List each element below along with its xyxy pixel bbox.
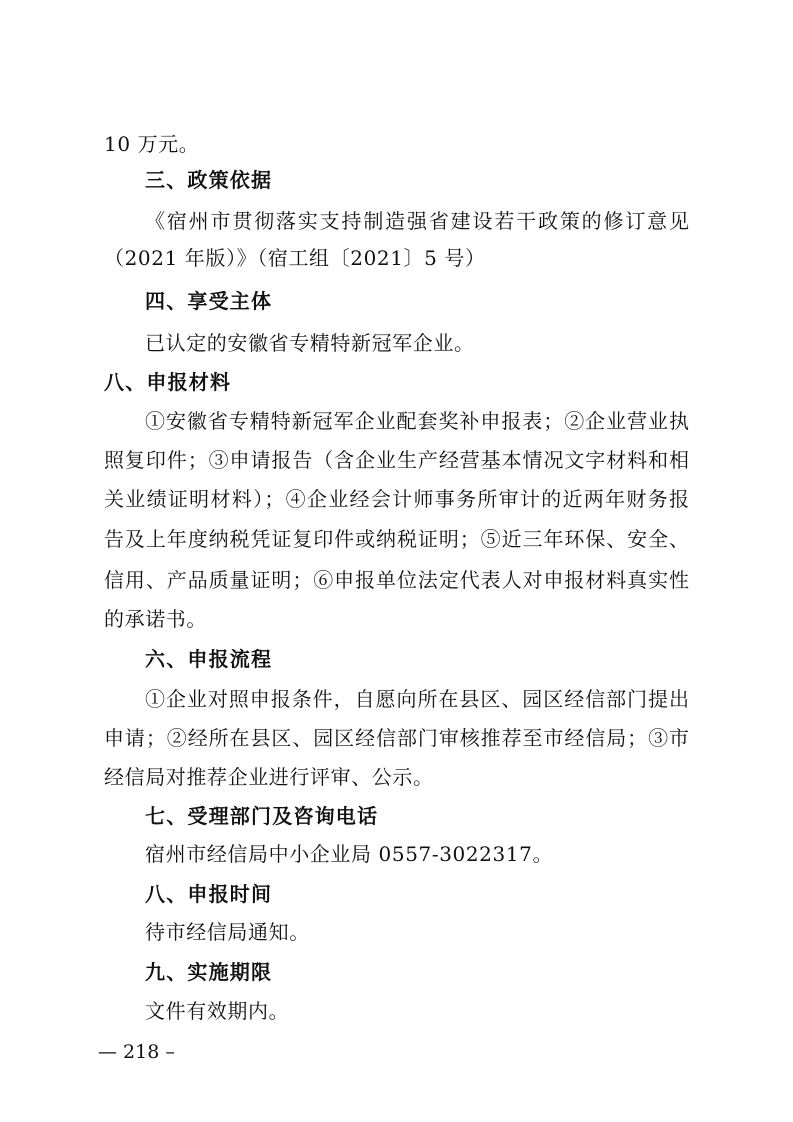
section-heading: 三、政策依据 — [145, 168, 273, 192]
section-heading: 九、实施期限 — [145, 960, 273, 984]
text-line: 文件有效期内。 — [145, 999, 290, 1023]
text-line: 待市经信局通知。 — [145, 920, 310, 944]
text-line: 关业绩证明材料）；④企业经会计师事务所审计的近两年财务报 — [104, 487, 689, 511]
text-line: 宿州市经信局中小企业局 0557-3022317。 — [145, 842, 554, 866]
text-line: 申请；②经所在县区、园区经信部门审核推荐至市经信局；③市 — [104, 726, 689, 750]
text-line: 的承诺书。 — [104, 607, 207, 631]
text-line: 《宿州市贯彻落实支持制造强省建设若干政策的修订意见 — [145, 209, 689, 233]
section-heading: 八、申报材料 — [104, 370, 232, 394]
text-line: ①企业对照申报条件，自愿向所在县区、园区经信部门提出 — [145, 687, 689, 711]
section-heading: 四、享受主体 — [145, 289, 273, 313]
text-line: 10 万元。 — [104, 132, 200, 156]
text-line: 照复印件；③申请报告（含企业生产经营基本情况文字材料和相 — [104, 448, 689, 472]
text-line: 经信局对推荐企业进行评审、公示。 — [104, 765, 434, 789]
section-heading: 七、受理部门及咨询电话 — [145, 804, 379, 828]
page-number: — 218 – — [98, 1041, 175, 1063]
text-line: 已认定的安徽省专精特新冠军企业。 — [145, 331, 475, 355]
section-heading: 八、申报时间 — [145, 882, 273, 906]
text-line: 信用、产品质量证明；⑥申报单位法定代表人对申报材料真实性 — [104, 568, 689, 592]
text-line: 告及上年度纳税凭证复印件或纳税证明；⑤近三年环保、安全、 — [104, 527, 689, 551]
section-heading: 六、申报流程 — [145, 647, 273, 671]
text-line: ①安徽省专精特新冠军企业配套奖补申报表；②企业营业执 — [145, 409, 689, 433]
text-line: （2021 年版）》（宿工组〔2021〕5 号） — [104, 246, 486, 270]
